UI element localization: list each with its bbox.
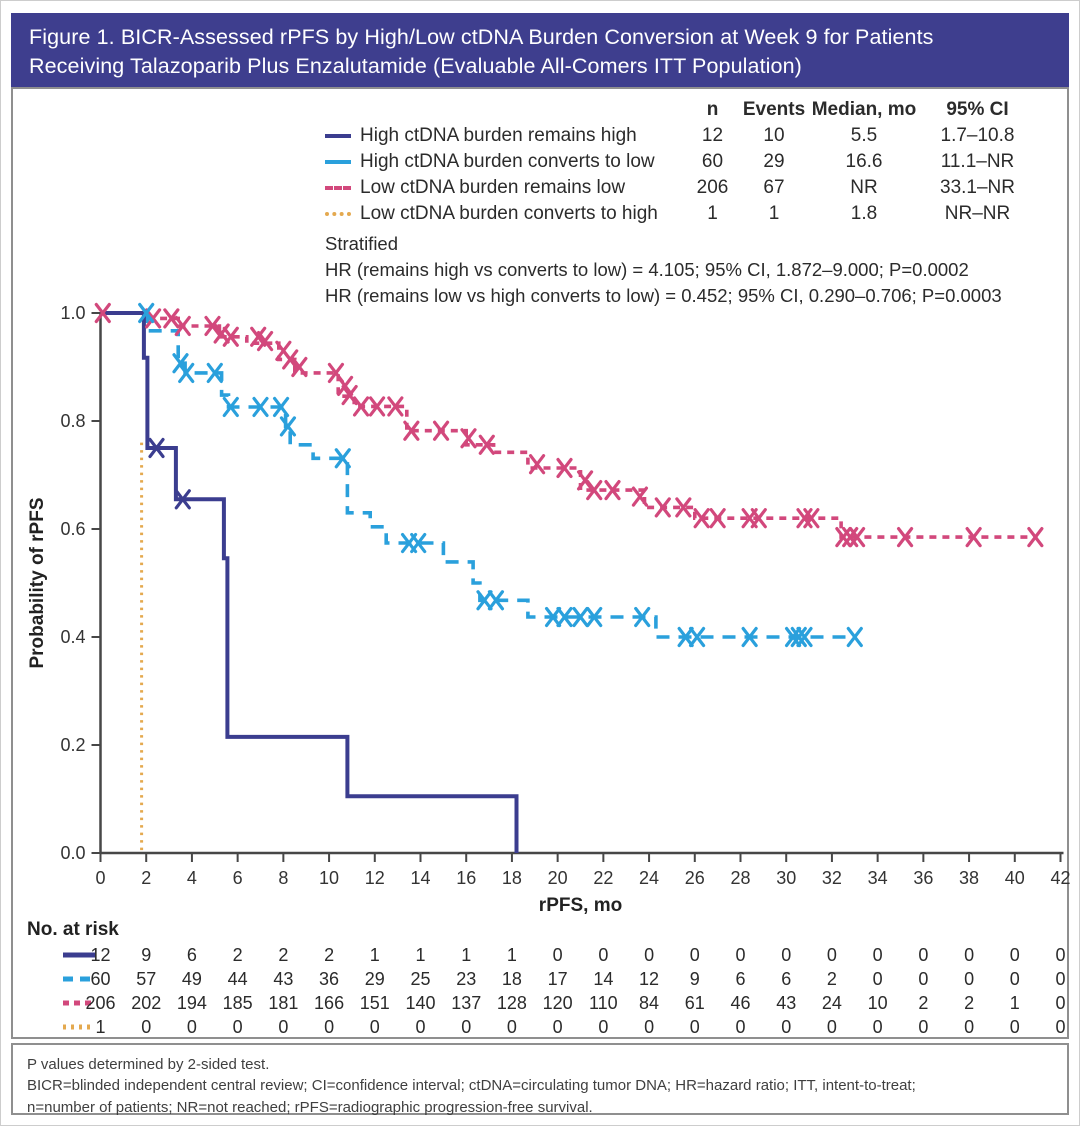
at-risk-count: 0	[369, 1017, 380, 1037]
at-risk-count: 0	[324, 1017, 335, 1037]
at-risk-count: 0	[964, 969, 975, 989]
at-risk-count: 14	[593, 969, 614, 989]
x-tick-label: 36	[913, 868, 934, 888]
at-risk-count: 0	[1055, 1017, 1066, 1037]
at-risk-count: 185	[222, 993, 253, 1013]
legend-events-value: 1	[768, 203, 780, 224]
x-tick-label: 10	[319, 868, 340, 888]
at-risk-count: 1	[95, 1017, 106, 1037]
y-tick-label: 0.6	[60, 519, 86, 539]
at-risk-count: 0	[644, 945, 655, 965]
at-risk-count: 57	[136, 969, 157, 989]
at-risk-count: 0	[872, 945, 883, 965]
chart-panel	[11, 87, 1069, 1039]
at-risk-count: 0	[415, 1017, 426, 1037]
legend-n-value: 1	[707, 203, 718, 224]
y-tick-label: 0.2	[60, 735, 86, 755]
at-risk-count: 43	[273, 969, 294, 989]
at-risk-count: 23	[456, 969, 477, 989]
at-risk-count: 17	[547, 969, 568, 989]
at-risk-count: 137	[451, 993, 482, 1013]
at-risk-count: 36	[319, 969, 340, 989]
x-tick-label: 30	[776, 868, 797, 888]
at-risk-count: 0	[689, 945, 700, 965]
legend-median-value: NR	[850, 177, 878, 198]
legend-line-swatch-icon	[325, 160, 351, 164]
at-risk-count: 46	[730, 993, 751, 1013]
at-risk-count: 206	[85, 993, 116, 1013]
x-tick-label: 16	[456, 868, 477, 888]
stratified-label: Stratified	[325, 233, 399, 254]
legend-label-cell	[325, 151, 685, 173]
at-risk-count: 6	[735, 969, 746, 989]
at-risk-count: 194	[176, 993, 207, 1013]
at-risk-count: 0	[918, 1017, 929, 1037]
x-tick-label: 38	[959, 868, 980, 888]
x-tick-label: 20	[547, 868, 568, 888]
legend-row	[325, 123, 1035, 149]
at-risk-count: 0	[598, 1017, 609, 1037]
at-risk-count: 1	[369, 945, 380, 965]
x-tick-label: 4	[186, 868, 197, 888]
at-risk-count: 140	[405, 993, 436, 1013]
at-risk-count: 151	[359, 993, 390, 1013]
at-risk-count: 0	[689, 1017, 700, 1037]
x-tick-label: 32	[821, 868, 842, 888]
at-risk-count: 2	[278, 945, 289, 965]
y-axis-title: Probability of rPFS	[27, 497, 48, 669]
at-risk-count: 0	[1055, 945, 1066, 965]
at-risk-count: 9	[141, 945, 152, 965]
x-tick-label: 18	[501, 868, 522, 888]
at-risk-count: 0	[781, 945, 792, 965]
x-tick-label: 22	[593, 868, 614, 888]
x-tick-label: 12	[364, 868, 385, 888]
at-risk-count: 24	[821, 993, 842, 1013]
at-risk-count: 0	[278, 1017, 289, 1037]
at-risk-count: 44	[227, 969, 248, 989]
at-risk-count: 166	[314, 993, 345, 1013]
km-curve	[101, 313, 517, 853]
at-risk-count: 61	[684, 993, 705, 1013]
at-risk-count: 0	[964, 1017, 975, 1037]
at-risk-count: 2	[964, 993, 975, 1013]
x-tick-label: 6	[232, 868, 243, 888]
legend-label-cell	[325, 203, 685, 225]
footnote-line: P values determined by 2-sided test.	[27, 1056, 270, 1073]
at-risk-count: 18	[501, 969, 522, 989]
legend-line-swatch-icon	[325, 186, 351, 190]
legend	[325, 97, 1035, 309]
at-risk-count: 10	[867, 993, 888, 1013]
hr-line-2: HR (remains low vs high converts to low) = 0.452; 95% CI, 0.290–0.706; P=0.0003	[325, 285, 1002, 306]
legend-line-swatch-icon	[325, 134, 351, 138]
at-risk-count: 0	[964, 945, 975, 965]
at-risk-count: 0	[644, 1017, 655, 1037]
at-risk-count: 84	[639, 993, 660, 1013]
legend-row	[325, 175, 1035, 201]
at-risk-count: 0	[598, 945, 609, 965]
x-tick-label: 14	[410, 868, 431, 888]
at-risk-count: 0	[781, 1017, 792, 1037]
at-risk-count: 0	[826, 1017, 837, 1037]
at-risk-count: 1	[415, 945, 426, 965]
at-risk-count: 0	[918, 969, 929, 989]
legend-median-value: 16.6	[845, 151, 883, 172]
legend-header-row	[325, 97, 1035, 123]
legend-n-value: 60	[701, 151, 724, 172]
legend-events-value: 67	[763, 177, 785, 198]
at-risk-count: 0	[1009, 969, 1020, 989]
at-risk-count: 43	[776, 993, 797, 1013]
x-tick-label: 28	[730, 868, 751, 888]
at-risk-count: 60	[90, 969, 111, 989]
figure-title-bar	[11, 13, 1069, 93]
legend-header-ci: 95% CI	[946, 99, 1009, 120]
km-curve	[101, 313, 1038, 537]
at-risk-count: 0	[1055, 993, 1066, 1013]
legend-header-median: Median, mo	[811, 99, 917, 120]
at-risk-title: No. at risk	[27, 919, 119, 940]
legend-series-label: Low ctDNA burden converts to high	[360, 203, 658, 224]
at-risk-count: 128	[496, 993, 527, 1013]
at-risk-count: 2	[918, 993, 929, 1013]
at-risk-count: 0	[735, 945, 746, 965]
legend-ci-value: 33.1–NR	[940, 177, 1015, 198]
legend-n-value: 206	[696, 177, 729, 198]
censor-marks	[140, 305, 862, 646]
legend-label-cell	[325, 177, 685, 199]
legend-rows	[325, 123, 1035, 227]
legend-ci-value: NR–NR	[944, 203, 1011, 224]
at-risk-count: 0	[186, 1017, 197, 1037]
at-risk-count: 1	[461, 945, 472, 965]
y-tick-label: 0.0	[60, 843, 86, 863]
x-tick-label: 42	[1050, 868, 1071, 888]
km-curve	[101, 313, 855, 637]
legend-median-value: 5.5	[850, 125, 878, 146]
at-risk-count: 110	[589, 993, 618, 1013]
at-risk-count: 2	[324, 945, 335, 965]
at-risk-count: 9	[689, 969, 700, 989]
at-risk-count: 0	[232, 1017, 243, 1037]
at-risk-count: 1	[1009, 993, 1020, 1013]
at-risk-count: 0	[506, 1017, 517, 1037]
at-risk-count: 12	[90, 945, 111, 965]
footnotes-panel	[11, 1043, 1069, 1115]
legend-ci-value: 1.7–10.8	[940, 125, 1015, 146]
figure-title-line-1: Figure 1. BICR-Assessed rPFS by High/Low ctDNA Burden Conversion at Week 9 for Patients	[29, 25, 934, 49]
hr-line-1: HR (remains high vs converts to low) = 4.105; 95% CI, 1.872–9.000; P=0.0002	[325, 259, 969, 280]
at-risk-count: 0	[735, 1017, 746, 1037]
x-tick-label: 2	[141, 868, 152, 888]
x-tick-label: 8	[278, 868, 289, 888]
at-risk-count: 2	[232, 945, 243, 965]
at-risk-count: 0	[141, 1017, 152, 1037]
x-tick-label: 40	[1004, 868, 1025, 888]
at-risk-count: 181	[268, 993, 299, 1013]
legend-series-label: High ctDNA burden remains high	[360, 125, 637, 146]
at-risk-count: 0	[552, 945, 563, 965]
at-risk-count: 0	[1009, 945, 1020, 965]
at-risk-count: 0	[872, 1017, 883, 1037]
at-risk-count: 49	[181, 969, 202, 989]
at-risk-count: 29	[364, 969, 385, 989]
at-risk-count: 6	[186, 945, 197, 965]
at-risk-count: 6	[781, 969, 792, 989]
legend-ci-value: 11.1–NR	[940, 151, 1015, 172]
legend-median-value: 1.8	[850, 203, 878, 224]
y-tick-label: 1.0	[60, 303, 86, 323]
at-risk-count: 0	[918, 945, 929, 965]
at-risk-count: 0	[872, 969, 883, 989]
at-risk-count: 202	[131, 993, 162, 1013]
at-risk-count: 12	[639, 969, 660, 989]
footnote-line: BICR=blinded independent central review; CI=confidence interval; ctDNA=circulating tumor DNA; HR=hazard ratio; ITT, intent-to-treat;	[27, 1077, 916, 1095]
at-risk-count: 0	[461, 1017, 472, 1037]
at-risk-count: 25	[410, 969, 431, 989]
at-risk-count: 0	[552, 1017, 563, 1037]
x-tick-label: 34	[867, 868, 888, 888]
legend-series-label: High ctDNA burden converts to low	[360, 151, 655, 172]
legend-n-value: 12	[701, 125, 724, 146]
legend-row	[325, 201, 1035, 227]
censor-marks	[96, 305, 1042, 546]
legend-line-swatch-icon	[325, 212, 351, 216]
legend-label-cell	[325, 125, 685, 147]
legend-header-n: n	[706, 99, 719, 120]
hr-stats-block	[325, 231, 1035, 309]
footnote-line: n=number of patients; NR=not reached; rPFS=radiographic progression-free survival.	[27, 1098, 593, 1116]
at-risk-count: 2	[826, 969, 837, 989]
legend-events-value: 29	[763, 151, 785, 172]
legend-header-events: Events	[742, 99, 806, 120]
x-tick-label: 26	[684, 868, 705, 888]
legend-row	[325, 149, 1035, 175]
at-risk-count: 120	[542, 993, 573, 1013]
legend-series-label: Low ctDNA burden remains low	[360, 177, 626, 198]
at-risk-count: 0	[1009, 1017, 1020, 1037]
y-tick-label: 0.4	[60, 627, 86, 647]
legend-events-value: 10	[763, 125, 785, 146]
y-tick-label: 0.8	[60, 411, 86, 431]
figure-title-line-2: Receiving Talazoparib Plus Enzalutamide (Evaluable All-Comers ITT Population)	[29, 54, 802, 79]
x-tick-label: 0	[95, 868, 106, 888]
at-risk-count: 1	[506, 945, 517, 965]
at-risk-count: 0	[1055, 969, 1066, 989]
at-risk-count: 0	[826, 945, 837, 965]
x-tick-label: 24	[639, 868, 660, 888]
x-axis-title: rPFS, mo	[538, 895, 623, 916]
